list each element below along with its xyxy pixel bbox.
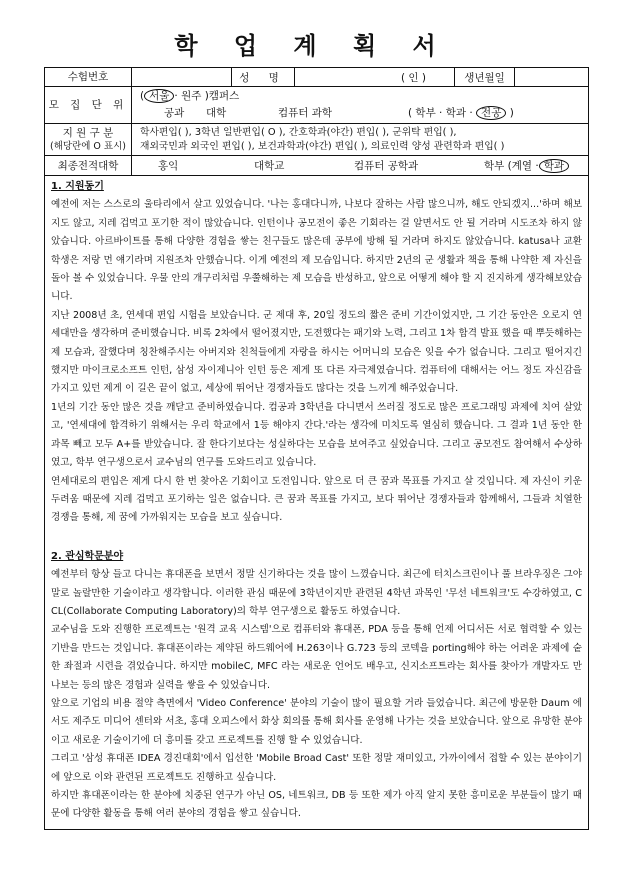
campus-seoul-circled: 서울: [144, 89, 174, 103]
paragraph: 연세대로의 편입은 제게 다시 한 번 찾아온 기회이고 도전입니다. 앞으로 더 큰 꿈과 목표를 가지고 살 것입니다. 제 자신이 키운 두려움 때문에 지레 겁먹고 포기하는 일은 없습니다. 큰 꿈과 목표를 가지고, 보다 뛰어난 경쟁자들과 함께해서, 그들과 치열한 경쟁을 통해, 제 꿈에 가까워지는 모습을 보고 싶습니다.: [51, 475, 582, 524]
exam-number-value[interactable]: [132, 68, 232, 86]
department-name: 컴퓨터 과학: [278, 107, 333, 119]
birth-value[interactable]: [515, 68, 588, 86]
last-school-value: [132, 156, 588, 175]
paragraph: 하지만 휴대폰이라는 한 분야에 치중된 연구가 아닌 OS, 네트워크, DB 등 또한 제가 아직 알지 못한 흥미로운 부분들이 많기 때문에 다양한 활동을 통해 여러 분야의 경험을 쌓고 싶습니다.: [51, 790, 582, 820]
recruit-value: [132, 87, 588, 123]
birth-label: 생년월일: [455, 68, 515, 86]
last-school-label: 최종전적대학: [45, 156, 132, 175]
name-label: 성 명: [232, 68, 295, 86]
section-motivation: [51, 178, 582, 528]
school-option: 학부 (계열 · 학과: [484, 158, 569, 173]
paragraph: 예전에 저는 스스로의 울타리에서 살고 있었습니다. '나는 홍대다니까, 나보다 잘하는 사람 많으니까, 해도 안되겠지...'하며 해보지도 않고, 지레 겁먹고 포기한 적이 많았습니다. 인턴이나 공모전이 좋은 기회라는 걸 알면서도 안 될 거라며 시도조차 하지 않았습니다. 아르바이트를 통해 다양한 경험을 쌓는 친구들도 많은데 공부에 방해 될 거라며 하지도 않았습니다. katusa나 교환 학생은 저랑 먼 얘기라며 지원조차 안했습니다. 이게 예전의 제 모습입니다. 하지만 2년의 군 생활과 책을 통해 나약한 제 자신을 돌아 볼 수 있었습니다. 우물 안의 개구리처럼 우쭐해하는 제 모습을 반성하고, 앞으로 어떻게 해야 할 지 진지하게 생각해보았습니다.: [51, 199, 582, 303]
seal-label: ( 인 ): [400, 71, 426, 84]
info-row-basic: [45, 68, 588, 87]
college-name: 공과: [164, 107, 185, 119]
recruit-label: 모 집 단 위: [45, 87, 132, 123]
school-name: 홍익: [158, 160, 179, 172]
info-row-recruit: [45, 87, 588, 124]
school-option-circled: 학과: [539, 159, 569, 173]
apply-line-2: 재외국민과 외국인 편입( ), 보건과학과(야간) 편입( ), 의료인력 양성 관련학과 편입( ): [140, 140, 505, 152]
school-suffix: 대학교: [254, 160, 285, 172]
college-suffix: 대학: [206, 107, 227, 119]
exam-number-label: 수험번호: [45, 68, 132, 86]
section-title: 2. 관심학문분야: [51, 550, 124, 562]
campus-line: ( 서울 · 원주 )캠퍼스: [140, 90, 240, 102]
paragraph: 앞으로 기업의 비용 절약 측면에서 'Video Conference' 분야의 기술이 많이 필요할 거라 들었습니다. 최근에 방문한 Daum 에서도 제주도 미디어 센터와 서초, 홍대 오피스에서 화상 회의를 통해 회사를 운영해 나가는 것을 보았습니다. 앞으로 유망한 분야이고 새로운 기술이기에 더 흥미를 갖고 프로젝트를 진행 할 수 있었습니다.: [51, 697, 582, 746]
major-circled: 전공: [476, 106, 506, 120]
apply-line-1: 학사편입( ), 3학년 일반편입( O ), 간호학과(야간) 편입( ), 군위탁 편입( ),: [140, 126, 457, 138]
department-line: [140, 105, 588, 122]
section-title: 1. 지원동기: [51, 181, 104, 192]
section-interest: [51, 548, 582, 824]
paragraph: 지난 2008년 초, 연세대 편입 시험을 보았습니다. 군 제대 후, 20일 정도의 짧은 준비 기간이었지만, 그 기간 동안은 오로지 연세대만을 생각하며 준비했습니다. 비록 2차에서 떨어졌지만, 도전했다는 패기와 노력, 그리고 1차 합격 발표 했을 때 뿌듯해하는 제 모습과, 잘했다며 칭찬해주시는 아버지와 친척들에게 자랑을 하시는 어머니의 모습은 잊을 수가 없습니다. 그리고 떨어지긴 했지만 마이크로소프트 인턴, 삼성 자이제니아 인턴 등은 제게 또 다른 자극제였습니다. 컴퓨터에 대해서는 어느 정도 자신감을 가지고 있던 제게 이 길은 끝이 없고, 세상에 뛰어난 경쟁자들도 많다는 것을 느끼게 해주었습니다.: [51, 309, 582, 395]
apply-type-value: [132, 124, 588, 155]
document-title: 학 업 계 획 서: [174, 32, 450, 60]
paragraph: 교수님을 도와 진행한 프로젝트는 '원격 교육 시스템'으로 컴퓨터와 휴대폰, PDA 등을 통해 언제 어디서든 서로 협력할 수 있는 기반을 만드는 것입니다. 휴대폰이라는 제약된 하드웨어에 H.263이나 G.723 등의 코덱을 porting해야 하는 어려운 과제에 숱한 좌절과 시련을 겪었습니다. 하지만 mobileC, MFC 라는 새로운 언어도 배우고, 신지소프트라는 회사를 찾아가 개발자도 만나보는 등의 많은 경험과 실력을 쌓을 수 있었습니다.: [51, 624, 582, 691]
applicant-info-table: [44, 67, 589, 176]
major-option: ( 학부 · 학과 · 전공 ): [408, 107, 514, 119]
paragraph: 1년의 기간 동안 많은 것을 깨닫고 준비하였습니다. 컴공과 3학년을 다니면서 쓰러질 정도로 많은 프로그래밍 과제에 치여 살았고, '연세대에 합격하기 위해서는 우리 학교에서 1등 해야지 간다.'라는 생각에 미치도록 열심히 했습니다. 그 결과 1년 동안 한 과목 빼고 모두 A+를 받았습니다. 잘 한다기보다는 성실하다는 모습을 보여주고 싶었습니다. 그리고 공모전도 참여해서 수상하였고, 학부 연구생으로서 교수님의 연구를 도와드리고 있습니다.: [51, 401, 582, 469]
apply-type-label: 지 원 구 분 (해당란에 O 표시): [45, 124, 132, 155]
school-major: 컴퓨터 공학과: [354, 160, 419, 172]
name-value[interactable]: [295, 68, 455, 86]
study-plan-body: [44, 174, 589, 830]
info-row-apply-type: [45, 124, 588, 156]
paragraph: 그리고 '삼성 휴대폰 IDEA 경진대회'에서 입선한 'Mobile Broad Cast' 또한 정말 재미있고, 가까이에서 접할 수 있는 분야이기에 앞으로 이와 관련된 프로젝트도 진행하고 싶습니다.: [51, 753, 582, 783]
paragraph: 예전부터 항상 들고 다니는 휴대폰을 보면서 정말 신기하다는 것을 많이 느꼈습니다. 최근에 터치스크린이나 풀 브라우징은 그야말로 놀랄만한 기술이라고 생각합니다. 이러한 관심 때문에 3학년이지만 관련된 4학년 과목인 '무선 네트워크'도 수강하였고, CCL(Collaborate Computing Laboratory)의 학부 연구생으로 활동도 하였습니다.: [51, 569, 582, 617]
info-row-last-school: [45, 156, 588, 175]
